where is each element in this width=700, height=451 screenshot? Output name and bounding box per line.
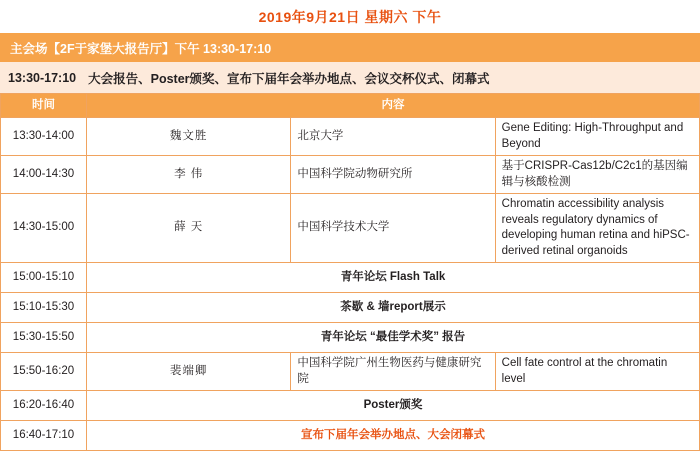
row-time: 13:30-14:00 bbox=[1, 118, 87, 156]
row-affiliation: 北京大学 bbox=[291, 118, 495, 156]
row-content: Poster颁奖 bbox=[87, 391, 700, 421]
table-head bbox=[1, 94, 700, 118]
session-time: 13:30-17:10 bbox=[8, 70, 77, 85]
table-row bbox=[1, 194, 700, 263]
column-header-time: 时间 bbox=[1, 94, 87, 118]
row-affiliation: 中国科学院动物研究所 bbox=[291, 156, 495, 194]
table-body bbox=[1, 118, 700, 451]
table-row bbox=[1, 118, 700, 156]
row-content: Cell fate control at the chromatin level bbox=[495, 353, 699, 391]
table-row bbox=[1, 323, 700, 353]
schedule-table bbox=[0, 93, 700, 451]
page-title: 2019年9月21日 星期六 下午 bbox=[258, 9, 442, 25]
row-time: 15:10-15:30 bbox=[1, 293, 87, 323]
table-row bbox=[1, 293, 700, 323]
row-speaker: 魏文胜 bbox=[87, 118, 291, 156]
row-affiliation: 中国科学技术大学 bbox=[291, 194, 495, 263]
row-affiliation: 中国科学院广州生物医药与健康研究院 bbox=[291, 353, 495, 391]
table-row bbox=[1, 156, 700, 194]
row-time: 16:40-17:10 bbox=[1, 421, 87, 451]
row-content: 宣布下届年会举办地点、大会闭幕式 bbox=[87, 421, 700, 451]
row-time: 15:00-15:10 bbox=[1, 263, 87, 293]
row-content: Chromatin accessibility analysis reveals regulatory dynamics of developing human retina and hiPSC-derived retinal organoids bbox=[495, 194, 699, 263]
row-time: 16:20-16:40 bbox=[1, 391, 87, 421]
row-content: 基于CRISPR-Cas12b/C2c1的基因编辑与核酸检测 bbox=[495, 156, 699, 194]
row-content: 青年论坛 “最佳学术奖” 报告 bbox=[87, 323, 700, 353]
row-content: Gene Editing: High-Throughput and Beyond bbox=[495, 118, 699, 156]
table-row bbox=[1, 391, 700, 421]
row-time: 14:00-14:30 bbox=[1, 156, 87, 194]
session-title: 大会报告、Poster颁奖、宣布下届年会举办地点、会议交杯仪式、闭幕式 bbox=[88, 71, 490, 86]
session-bar bbox=[0, 62, 700, 93]
row-speaker: 裴端卿 bbox=[87, 353, 291, 391]
row-speaker: 薛 天 bbox=[87, 194, 291, 263]
venue-bar: 主会场【2F于家堡大报告厅】下午 13:30-17:10 bbox=[0, 33, 700, 62]
column-header-content: 内容 bbox=[87, 94, 700, 118]
row-time: 15:50-16:20 bbox=[1, 353, 87, 391]
table-row bbox=[1, 353, 700, 391]
row-speaker: 李 伟 bbox=[87, 156, 291, 194]
row-time: 15:30-15:50 bbox=[1, 323, 87, 353]
table-row bbox=[1, 263, 700, 293]
row-content: 青年论坛 Flash Talk bbox=[87, 263, 700, 293]
table-row bbox=[1, 421, 700, 451]
table-header-row bbox=[1, 94, 700, 118]
row-time: 14:30-15:00 bbox=[1, 194, 87, 263]
row-content: 茶歇 & 墙report展示 bbox=[87, 293, 700, 323]
